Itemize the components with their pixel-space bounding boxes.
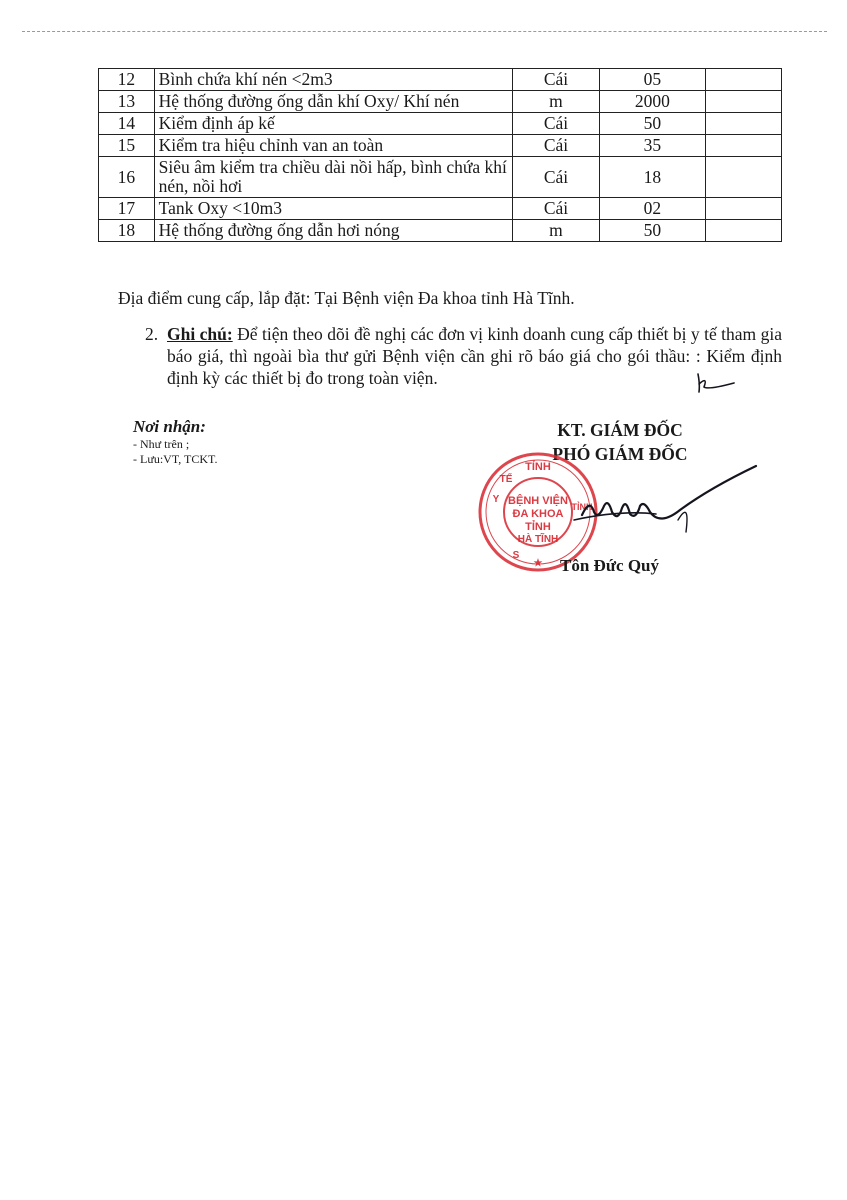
table-row [99, 157, 782, 198]
recipients-block [133, 417, 218, 467]
row-number: 12 [99, 69, 155, 91]
quantity: 18 [599, 157, 705, 198]
item-name: Bình chứa khí nén <2m3 [154, 69, 513, 91]
note-cell [705, 91, 781, 113]
note-cell [705, 220, 781, 242]
stamp-star-icon: ★ [533, 558, 543, 569]
item-name: Hệ thống đường ống dẫn khí Oxy/ Khí nén [154, 91, 513, 113]
handwritten-initial [694, 370, 736, 396]
row-number: 15 [99, 135, 155, 157]
unit: Cái [513, 113, 600, 135]
unit: Cái [513, 157, 600, 198]
row-number: 14 [99, 113, 155, 135]
stamp-right-text: TỈNH [571, 502, 593, 512]
quantity: 50 [599, 220, 705, 242]
items-table [98, 68, 782, 242]
note-label: Ghi chú: [167, 324, 233, 344]
item-name: Kiểm tra hiệu chỉnh van an toàn [154, 135, 513, 157]
signatory-name: Tôn Đức Quý [560, 556, 659, 575]
note-cell [705, 69, 781, 91]
table-row [99, 91, 782, 113]
table-row [99, 113, 782, 135]
unit: Cái [513, 69, 600, 91]
stamp-left-text-2: TẾ [499, 474, 513, 485]
unit: m [513, 220, 600, 242]
delivery-location: Địa điểm cung cấp, lắp đặt: Tại Bệnh viện Đa khoa tỉnh Hà Tĩnh. [118, 288, 575, 308]
top-divider [22, 31, 827, 32]
quantity: 35 [599, 135, 705, 157]
stamp-top-text: TỈNH [525, 461, 551, 473]
stamp-line-3: TỈNH [525, 521, 551, 533]
table-row [99, 135, 782, 157]
recipient-line: - Như trên ; [133, 437, 190, 451]
note-body: Để tiện theo dõi đề nghị các đơn vị kinh doanh cung cấp thiết bị y tế tham gia báo giá, thì ngoài bìa thư gửi Bệnh viện cần ghi rõ báo giá cho gói thầu: : Kiểm định định kỳ các thiết bị đo trong toàn viện. [167, 324, 782, 388]
quantity: 02 [599, 198, 705, 220]
stamp-bottom-text: S [512, 550, 520, 561]
item-name: Tank Oxy <10m3 [154, 198, 513, 220]
note-number: 2. [145, 324, 159, 344]
item-name: Siêu âm kiểm tra chiều dài nồi hấp, bình chứa khí nén, nồi hơi [154, 157, 513, 198]
stamp-line-4: HÀ TĨNH [517, 534, 559, 545]
row-number: 13 [99, 91, 155, 113]
quantity: 50 [599, 113, 705, 135]
table-row [99, 220, 782, 242]
row-number: 17 [99, 198, 155, 220]
quantity: 05 [599, 69, 705, 91]
recipients-title: Nơi nhận: [133, 417, 206, 436]
note-cell [705, 157, 781, 198]
role-line-2: PHÓ GIÁM ĐỐC [552, 444, 688, 464]
unit: m [513, 91, 600, 113]
table-row [99, 69, 782, 91]
unit: Cái [513, 198, 600, 220]
note-cell [705, 135, 781, 157]
item-name: Hệ thống đường ống dẫn hơi nóng [154, 220, 513, 242]
items-table-body [99, 69, 782, 242]
recipient-line: - Lưu:VT, TCKT. [133, 452, 218, 466]
unit: Cái [513, 135, 600, 157]
note-cell [705, 198, 781, 220]
note-text [167, 323, 782, 389]
note-cell [705, 113, 781, 135]
stamp-left-text: Y [492, 494, 500, 505]
item-name: Kiểm định áp kế [154, 113, 513, 135]
stamp-line-1: BỆNH VIỆN [508, 495, 568, 507]
row-number: 18 [99, 220, 155, 242]
table-row [99, 198, 782, 220]
stamp-line-2: ĐA KHOA [512, 508, 564, 520]
handwritten-signature [560, 460, 760, 550]
role-line-1: KT. GIÁM ĐỐC [557, 420, 683, 440]
row-number: 16 [99, 157, 155, 198]
quantity: 2000 [599, 91, 705, 113]
